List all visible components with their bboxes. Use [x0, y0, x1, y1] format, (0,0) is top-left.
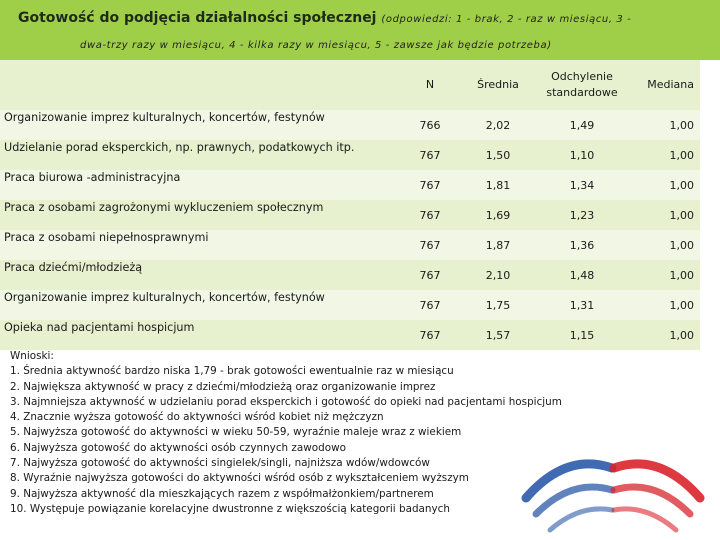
stats-table-wrapper: [0, 60, 700, 350]
table-header-row: [0, 60, 700, 110]
row-label: Praca z osobami niepełnosprawnymi: [0, 230, 404, 260]
row-label: Organizowanie imprez kulturalnych, koncertów, festynów: [0, 290, 404, 320]
header-sd: Odchylenie standardowe: [540, 60, 624, 110]
header-n: N: [404, 60, 456, 110]
row-label: Opieka nad pacjentami hospicjum: [0, 320, 404, 350]
table-row: [0, 200, 700, 230]
conclusions-heading: Wnioski:: [10, 350, 54, 362]
cell-n: 767: [404, 140, 456, 170]
table-row: [0, 140, 700, 170]
cell-median: 1,00: [624, 140, 700, 170]
stats-table: [0, 60, 700, 350]
cell-n: 766: [404, 110, 456, 140]
cell-sd: 1,49: [540, 110, 624, 140]
cell-median: 1,00: [624, 230, 700, 260]
header-empty-cell: [0, 60, 404, 110]
table-row: [0, 230, 700, 260]
conclusion-item: 3. Najmniejsza aktywność w udzielaniu porad eksperckich i gotowość do opieki nad pacjentami hospicjum: [10, 395, 562, 408]
cell-sd: 1,10: [540, 140, 624, 170]
row-label: Udzielanie porad eksperckich, np. prawnych, podatkowych itp.: [0, 140, 404, 170]
conclusions: [10, 349, 650, 517]
cell-mean: 1,69: [456, 200, 540, 230]
conclusion-item: 1. Średnia aktywność bardzo niska 1,79 - brak gotowości ewentualnie raz w miesiącu: [10, 365, 454, 378]
cell-sd: 1,15: [540, 320, 624, 350]
cell-mean: 1,87: [456, 230, 540, 260]
cell-n: 767: [404, 230, 456, 260]
title-main: Gotowość do podjęcia działalności społecznej: [18, 10, 377, 26]
row-label: Praca biurowa -administracyjna: [0, 170, 404, 200]
conclusion-item: 8. Wyraźnie najwyższa gotowości do aktywności wśród osób z wykształceniem wyższym: [10, 472, 469, 485]
cell-median: 1,00: [624, 260, 700, 290]
conclusion-item: 2. Największa aktywność w pracy z dziećmi/młodzieżą oraz organizowanie imprez: [10, 380, 436, 393]
cell-mean: 1,57: [456, 320, 540, 350]
cell-median: 1,00: [624, 290, 700, 320]
cell-mean: 2,10: [456, 260, 540, 290]
conclusion-item: 6. Najwyższa gotowość do aktywności osób czynnych zawodowo: [10, 441, 346, 454]
header-mean: Średnia: [456, 60, 540, 110]
cell-sd: 1,34: [540, 170, 624, 200]
cell-median: 1,00: [624, 170, 700, 200]
cell-mean: 1,81: [456, 170, 540, 200]
cell-median: 1,00: [624, 200, 700, 230]
conclusion-item: 5. Najwyższa gotowość do aktywności w wieku 50-59, wyraźnie maleje wraz z wiekiem: [10, 426, 462, 439]
cell-median: 1,00: [624, 110, 700, 140]
cell-n: 767: [404, 320, 456, 350]
cell-median: 1,00: [624, 320, 700, 350]
row-label: Praca z osobami zagrożonymi wykluczeniem społecznym: [0, 200, 404, 230]
table-row: [0, 290, 700, 320]
cell-mean: 1,75: [456, 290, 540, 320]
conclusion-item: 9. Najwyższa aktywność dla mieszkających razem z współmałżonkiem/partnerem: [10, 487, 434, 500]
cell-sd: 1,23: [540, 200, 624, 230]
title-band: [0, 0, 720, 60]
table-row: [0, 170, 700, 200]
title-note-line1: (odpowiedzi: 1 - brak, 2 - raz w miesiącu, 3 -: [381, 14, 632, 25]
cell-mean: 1,50: [456, 140, 540, 170]
title-note-line2: dwa-trzy razy w miesiącu, 4 - kilka razy w miesiącu, 5 - zawsze jak będzie potrzeba): [80, 40, 552, 51]
table-row: [0, 110, 700, 140]
page-title: [18, 10, 631, 26]
table-row: [0, 260, 700, 290]
cell-sd: 1,31: [540, 290, 624, 320]
conclusion-item: 4. Znacznie wyższa gotowość do aktywności wśród kobiet niż mężczyzn: [10, 411, 384, 424]
table-row: [0, 320, 700, 350]
cell-sd: 1,48: [540, 260, 624, 290]
cell-sd: 1,36: [540, 230, 624, 260]
conclusion-item: 10. Występuje powiązanie korelacyjne dwustronne z większością kategorii badanych: [10, 502, 450, 515]
conclusion-item: 7. Najwyższa gotowość do aktywności singielek/singli, najniższa wdów/wdowców: [10, 457, 430, 470]
cell-mean: 2,02: [456, 110, 540, 140]
row-label: Praca dziećmi/młodzieżą: [0, 260, 404, 290]
row-label: Organizowanie imprez kulturalnych, koncertów, festynów: [0, 110, 404, 140]
cell-n: 767: [404, 260, 456, 290]
cell-n: 767: [404, 170, 456, 200]
cell-n: 767: [404, 290, 456, 320]
header-median: Mediana: [624, 60, 700, 110]
cell-n: 767: [404, 200, 456, 230]
